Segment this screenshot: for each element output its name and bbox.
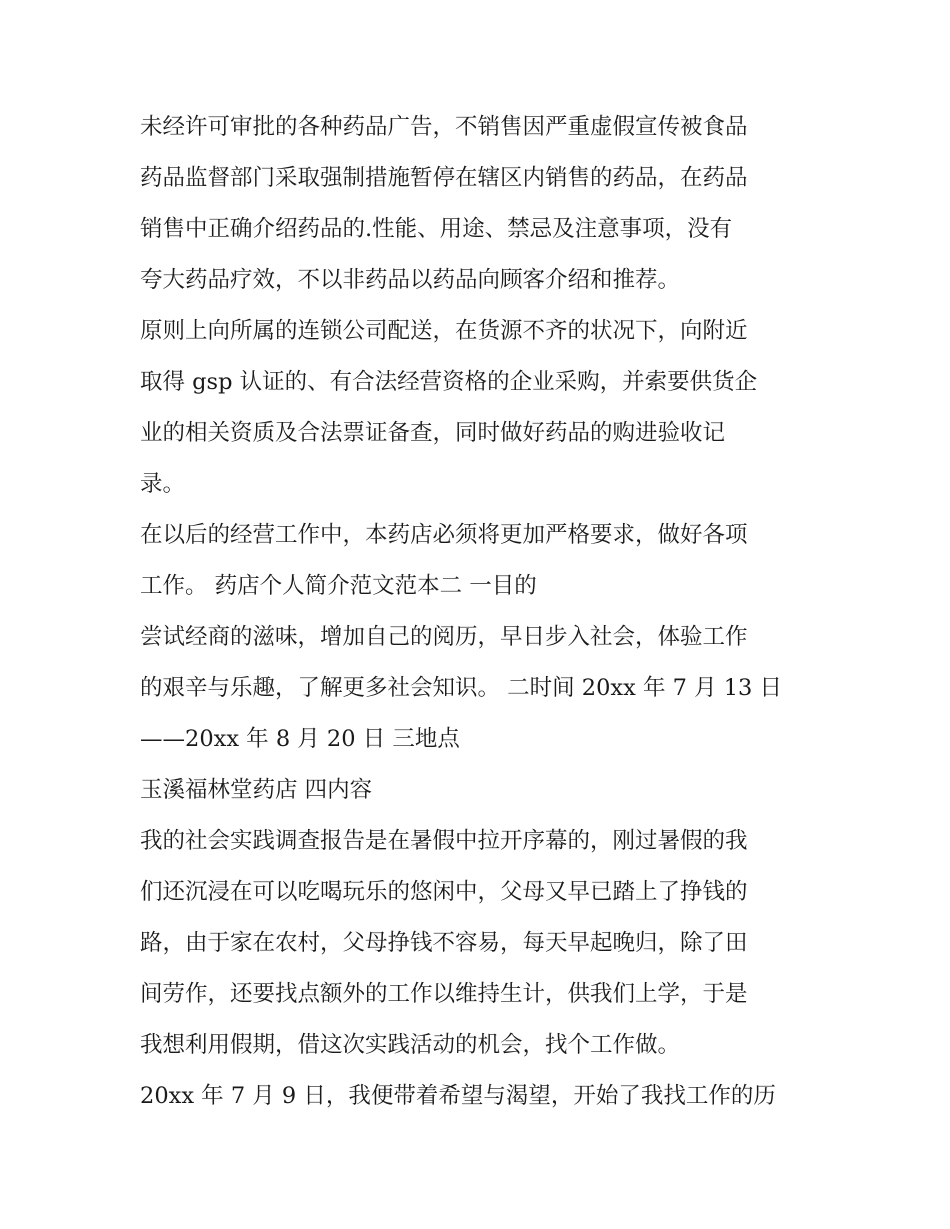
text-line: 们还沉浸在可以吃喝玩乐的悠闲中，父母又早已踏上了挣钱的 xyxy=(140,879,748,905)
document-body xyxy=(140,102,815,1122)
text-line: 间劳作，还要找点额外的工作以维持生计，供我们上学，于是 xyxy=(140,981,748,1007)
text-line: 药品监督部门采取强制措施暂停在辖区内销售的药品，在药品 xyxy=(140,165,748,191)
text-line: 工作。 药店个人简介范文范本二 一目的 xyxy=(140,573,537,599)
text-line: 录。 xyxy=(140,471,186,497)
text-line: 玉溪福林堂药店 四内容 xyxy=(140,777,373,803)
text-line: 尝试经商的滋味，增加自己的阅历，早日步入社会，体验工作 xyxy=(140,624,748,650)
text-line: 业的相关资质及合法票证备查，同时做好药品的购进验收记 xyxy=(140,420,726,446)
text-line: 取得 gsp 认证的、有合法经营资格的企业采购，并索要供货企 xyxy=(140,369,758,395)
text-line: 夸大药品疗效，不以非药品以药品向顾客介绍和推荐。 xyxy=(140,267,681,293)
text-line: 原则上向所属的连锁公司配送，在货源不齐的状况下，向附近 xyxy=(140,318,748,344)
text-line: 20xx 年 7 月 9 日，我便带着希望与渴望，开始了我找工作的历 xyxy=(140,1083,776,1109)
text-line: 我的社会实践调查报告是在暑假中拉开序幕的，刚过暑假的我 xyxy=(140,828,748,854)
text-line: 在以后的经营工作中，本药店必须将更加严格要求，做好各项 xyxy=(140,522,748,548)
text-line: 销售中正确介绍药品的.性能、用途、禁忌及注意事项，没有 xyxy=(140,216,733,242)
text-line: ——20xx 年 8 月 20 日 三地点 xyxy=(140,726,460,752)
text-line: 路，由于家在农村，父母挣钱不容易，每天早起晚归，除了田 xyxy=(140,930,748,956)
text-line: 未经许可审批的各种药品广告，不销售因严重虚假宣传被食品 xyxy=(140,114,748,140)
text-line: 的艰辛与乐趣，了解更多社会知识。 二时间 20xx 年 7 月 13 日 xyxy=(140,675,783,701)
text-line: 我想利用假期，借这次实践活动的机会，找个工作做。 xyxy=(140,1032,681,1058)
